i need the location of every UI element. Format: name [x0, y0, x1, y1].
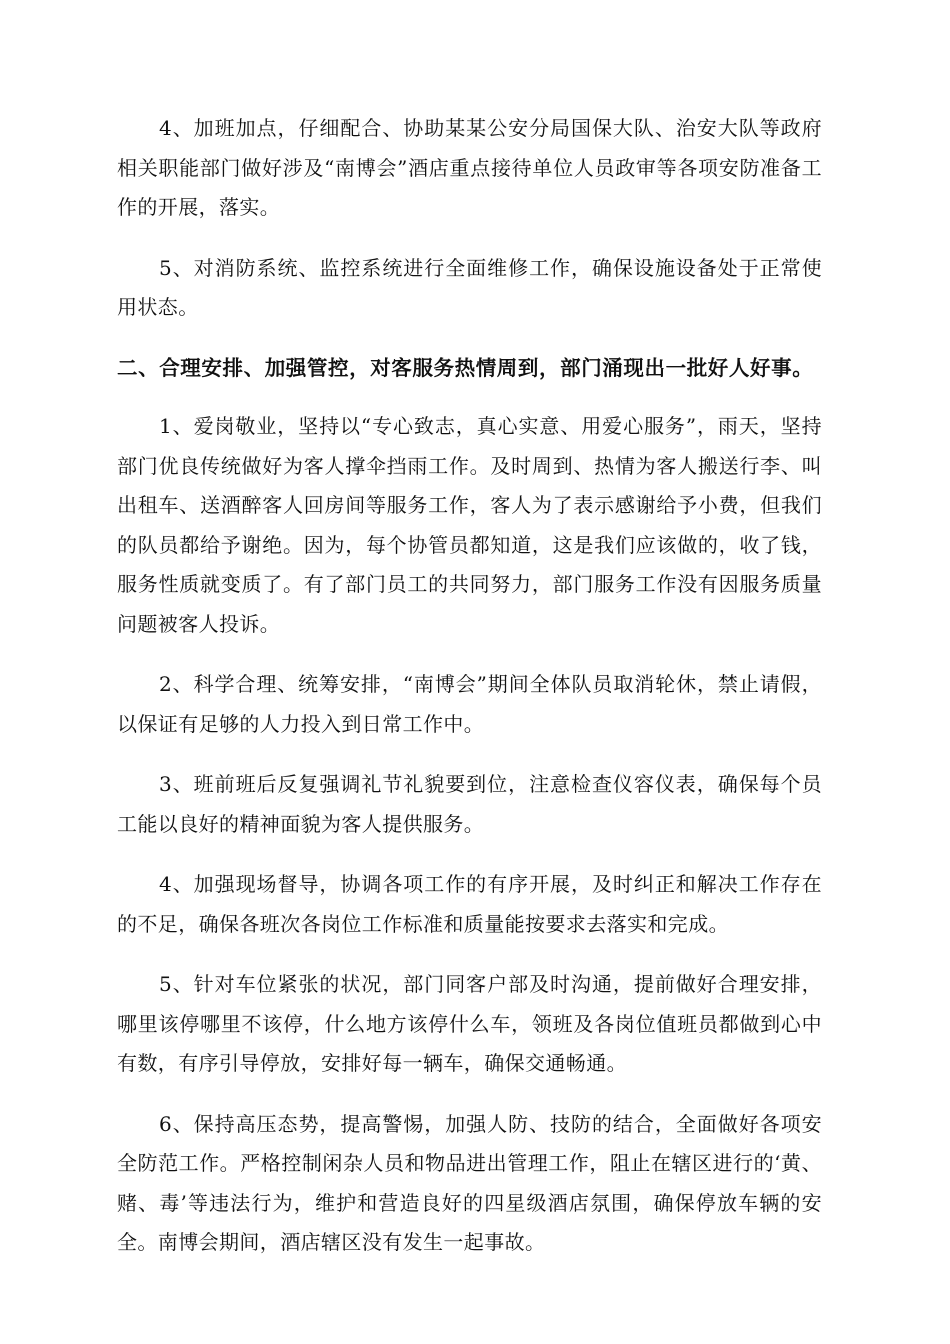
- paragraph-item-1-dedication: 1、爱岗敬业，坚持以“专心致志，真心实意、用爱心服务”，雨天，坚持部门优良传统做好为客人撑伞挡雨工作。及时周到、热情为客人搬送行李、叫出租车、送酒醉客人回房间等服务工作，客人为了表示感谢给予小费，但我们的队员都给予谢绝。因为，每个协管员都知道，这是我们应该做的，收了钱，服务性质就变质了。有了部门员工的共同努力，部门服务工作没有因服务质量问题被客人投诉。: [117, 414, 822, 636]
- paragraph-item-2-scheduling: 2、科学合理、统筹安排，“南博会”期间全体队员取消轮休，禁止请假，以保证有足够的人力投入到日常工作中。: [117, 672, 822, 736]
- paragraph-item-4-supervision: 4、加强现场督导，协调各项工作的有序开展，及时纠正和解决工作存在的不足，确保各班次各岗位工作标准和质量能按要求去落实和完成。: [117, 872, 822, 936]
- paragraph-item-4-overtime: 4、加班加点，仔细配合、协助某某公安分局国保大队、治安大队等政府相关职能部门做好涉及“南博会”酒店重点接待单位人员政审等各项安防准备工作的开展，落实。: [117, 116, 822, 219]
- paragraph-item-6-security: 6、保持高压态势，提高警惕，加强人防、技防的结合，全面做好各项安全防范工作。严格控制闲杂人员和物品进出管理工作，阻止在辖区进行的‘黄、赌、毒’等违法行为，维护和营造良好的四星级酒店氛围，确保停放车辆的安全。南博会期间，酒店辖区没有发生一起事故。: [117, 1111, 822, 1254]
- section-heading: 二、合理安排、加强管控，对客服务热情周到，部门涌现出一批好人好事。: [117, 355, 814, 380]
- paragraph-item-5-maintenance: 5、对消防系统、监控系统进行全面维修工作，确保设施设备处于正常使用状态。: [117, 255, 822, 319]
- paragraph-item-3-etiquette: 3、班前班后反复强调礼节礼貌要到位，注意检查仪容仪表，确保每个员工能以良好的精神面貌为客人提供服务。: [117, 772, 822, 836]
- paragraph-item-5-parking: 5、针对车位紧张的状况，部门同客户部及时沟通，提前做好合理安排，哪里该停哪里不该停，什么地方该停什么车，领班及各岗位值班员都做到心中有数，有序引导停放，安排好每一辆车，确保交通畅通。: [117, 972, 822, 1075]
